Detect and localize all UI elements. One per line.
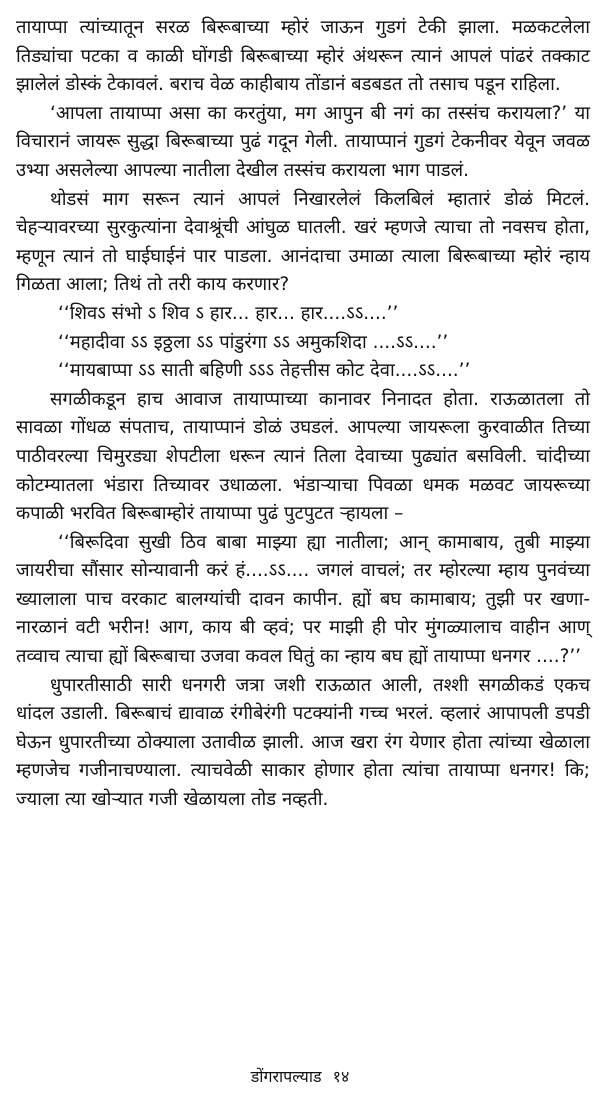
- paragraph: धुपारतीसाठी सारी धनगरी जत्रा जशी राऊळात आली, तश्शी सगळीकडं एकच धांदल उडाली. बिरूबाचं द्यावाळ रंगीबेरंगी पटक्यांनी गच्च भरलं. व्हलारं आपापली डपडी घेऊन धुपारतीच्या ठोक्याला उतावीळ झाली. आज खरा रंग येणार होता त्यांच्या खेळाला म्हणजेच गजीनाचण्याला. त्याचवेळी साकार होणार होता त्यांचा तायाप्पा धनगर! कि; ज्याला त्या खोऱ्यात गजी खेळायला तोड नव्हती.: [16, 674, 590, 811]
- quoted-chant: ‘‘मायबाप्पा ऽऽ साती बहिणी ऽऽऽ तेहत्तीस कोट देवा....ऽऽ....’’: [58, 360, 471, 382]
- chapter-body: [16, 14, 590, 815]
- quoted-chant: ‘‘शिवऽ संभो ऽ शिव ऽ हार... हार... हार....ऽऽ....’’: [58, 302, 399, 324]
- page-number: १४: [332, 1067, 350, 1086]
- quoted-prayer: ‘‘बिरूदिवा सुखी ठिव बाबा माझ्या ह्या नातीला; आन् कामाबाय, तुबी माझ्या जायरीचा सौंसार सोन्यावानी करं हं....ऽऽ.... जगलं वाचलं; तर म्होरल्या म्हाय पुनवंच्या ख्यालाला पाच वरकाट बालग्यांची दावन कापीन. ह्यों बघ कामाबाय; तुझी पर खणा-नारळानं वटी भरीन! आग, काय बी व्हवं; पर माझी ही पोर मुंगळ्यालाच वाहीन आण् तव्वाच त्याचा ह्यों बिरूबाचा उजवा कवल घितुं का न्हाय बघ ह्यों तायाप्पा धनगर ....?’’: [16, 531, 590, 668]
- paragraph: ‘आपला तायाप्पा असा का करतुंया, मग आपुन बी नगं का तस्संच करायला?’ या विचारानं जायरू सुद्धा बिरूबाच्या पुढं गदून गेली. तायाप्पानं गुडगं टेकनीवर येवून जवळ उभ्या असलेल्या आपल्या नातीला देखील तस्संच करायला भाग पाडलं.: [16, 102, 590, 181]
- paragraph: थोडसं माग सरून त्यानं आपलं निखारलेलं किलबिलं म्हातारं डोळं मिटलं. चेहऱ्यावरच्या सुरकुत्यांना देवाश्रूंची आंघुळ घातली. खरं म्हणजे त्याचा तो नवसच होता, म्हणून त्यानं तो घाईघाईनं पार पाडला. आनंदाचा उमाळा त्याला बिरूबाच्या म्होरं न्हाय गिळता आला; तिथं तो तरी काय करणार?: [16, 188, 590, 296]
- paragraph: सगळीकडून हाच आवाज तायाप्पाच्या कानावर निनादत होता. राऊळातला तो सावळा गोंधळ संपताच, तायाप्पानं डोळं उघडलं. आपल्या जायरूला कुरवाळीत तिच्या पाठीवरल्या चिमुरड्या शेपटीला धरून त्यानं तिला देवाच्या पुढ्यांत बसविली. चांदीच्या कोटम्यातला भंडारा तिच्यावर उधाळला. भंडाऱ्याचा पिवळा धमक मळवट जायरूच्या कपाळी भरवित बिरूबाम्होरं तायाप्पा पुढं पुटपुटत ऱ्हायला –: [16, 388, 590, 525]
- page-footer: [0, 1066, 600, 1088]
- quoted-chant: ‘‘महादीवा ऽऽ इठ्ठला ऽऽ पांडुरंगा ऽऽ अमुकशिदा ....ऽऽ....’’: [58, 331, 449, 353]
- book-title: डोंगरापल्याड: [250, 1067, 322, 1086]
- paragraph: तायाप्पा त्यांच्यातून सरळ बिरूबाच्या म्होरं जाऊन गुडगं टेकी झाला. मळकटलेला तिड्यांचा पटका व काळी घोंगडी बिरूबाच्या म्होरं अंथरून त्यानं आपलं पांढरं तक्काट झालेलं डोस्कं टेकावलं. बराच वेळ काहीबाय तोंडानं बडबडत तो तसाच पडून राहिला.: [16, 17, 590, 96]
